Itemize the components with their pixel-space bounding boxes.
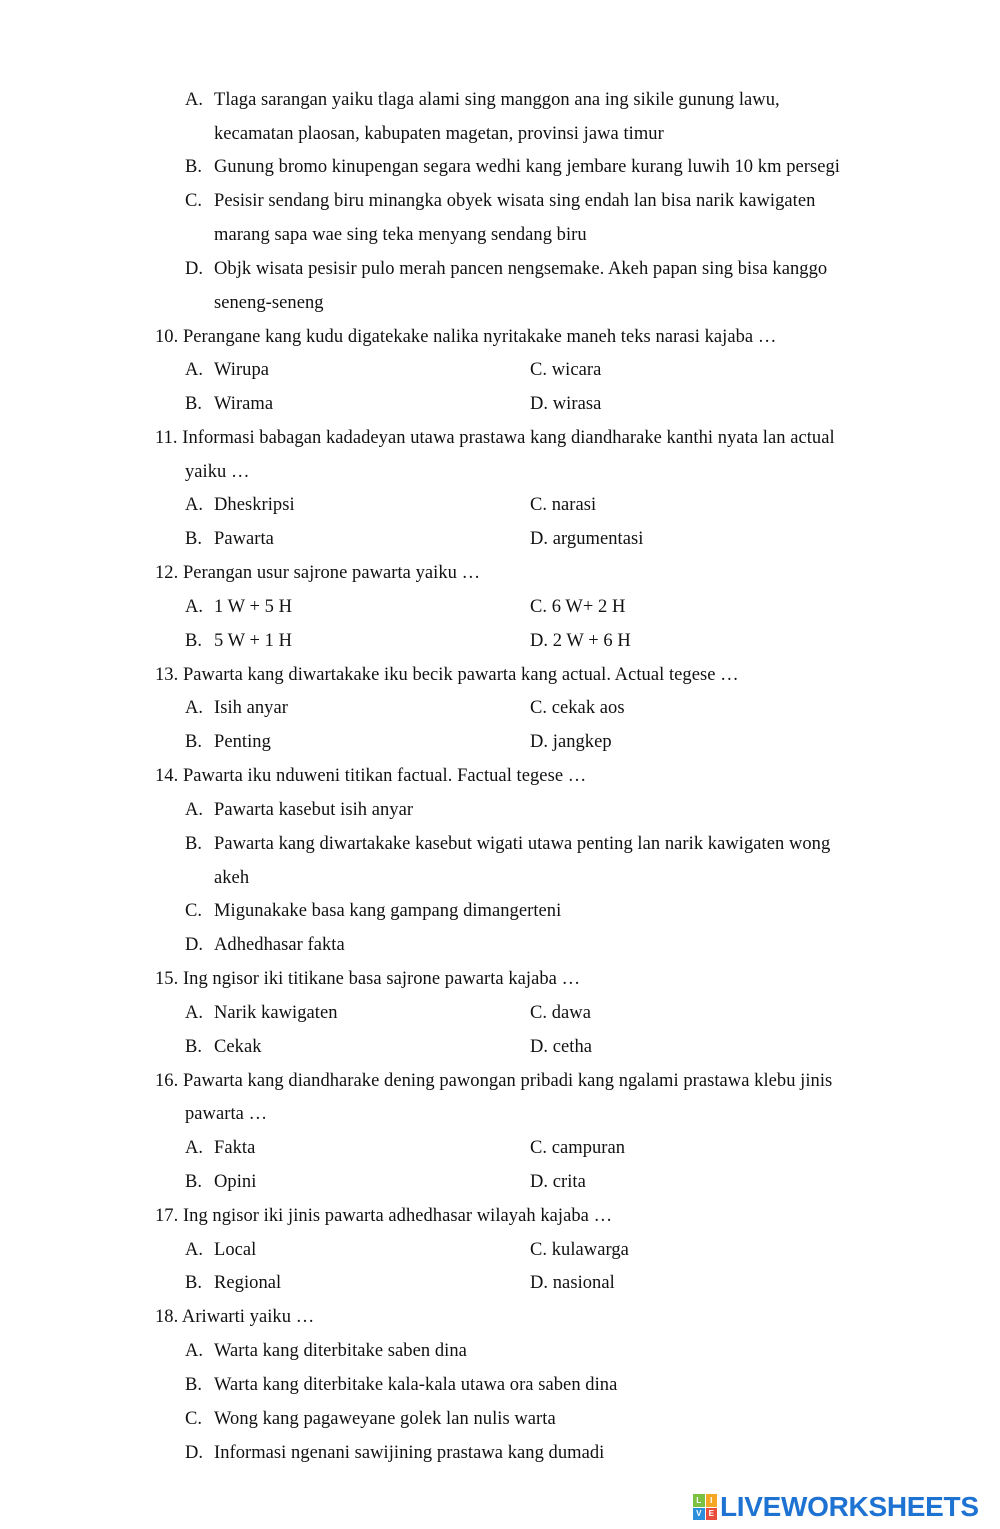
option-label: A. bbox=[185, 698, 204, 718]
q11-option-c: C. narasi bbox=[530, 495, 597, 515]
question-11-stem: 11. Informasi babagan kadadeyan utawa prastawa kang diandharake kanthi nyata lan actual bbox=[155, 428, 835, 448]
option-label: B. bbox=[185, 1273, 203, 1293]
q14-option-d: Adhedhasar fakta bbox=[214, 935, 345, 955]
question-10-stem: 10. Perangane kang kudu digatekake nalika nyritakake maneh teks narasi kajaba … bbox=[155, 327, 777, 347]
q13-option-b: Penting bbox=[214, 732, 271, 752]
q11-option-d: D. argumentasi bbox=[530, 529, 644, 549]
question-16-stem-cont: pawarta … bbox=[185, 1104, 268, 1124]
q15-option-b: Cekak bbox=[214, 1037, 262, 1057]
option-label: B. bbox=[185, 732, 203, 752]
option-label: A. bbox=[185, 597, 204, 617]
liveworksheets-logo-text: LIVEWORKSHEETS bbox=[720, 1491, 979, 1522]
option-label: C. bbox=[185, 191, 203, 211]
option-label: B. bbox=[185, 631, 203, 651]
option-text: Pesisir sendang biru minangka obyek wisata sing endah lan bisa narik kawigaten bbox=[214, 191, 816, 211]
q16-option-b: Opini bbox=[214, 1172, 257, 1192]
option-label: A. bbox=[185, 495, 204, 515]
q13-option-c: C. cekak aos bbox=[530, 698, 625, 718]
q15-option-d: D. cetha bbox=[530, 1037, 593, 1057]
option-label: A. bbox=[185, 800, 204, 820]
option-text: kecamatan plaosan, kabupaten magetan, provinsi jawa timur bbox=[214, 124, 664, 144]
question-18-stem: 18. Ariwarti yaiku … bbox=[155, 1307, 315, 1327]
option-label: A. bbox=[185, 90, 204, 110]
question-11-stem-cont: yaiku … bbox=[185, 462, 250, 482]
option-label: A. bbox=[185, 1341, 204, 1361]
q16-option-d: D. crita bbox=[530, 1172, 586, 1192]
option-label: A. bbox=[185, 360, 204, 380]
q10-option-c: C. wicara bbox=[530, 360, 602, 380]
option-text: seneng-seneng bbox=[214, 293, 324, 313]
option-label: B. bbox=[185, 1172, 203, 1192]
q18-option-a: Warta kang diterbitake saben dina bbox=[214, 1341, 467, 1361]
option-label: B. bbox=[185, 1037, 203, 1057]
q14-option-b-cont: akeh bbox=[214, 868, 250, 888]
q15-option-a: Narik kawigaten bbox=[214, 1003, 338, 1023]
q10-option-a: Wirupa bbox=[214, 360, 270, 380]
option-label: B. bbox=[185, 1375, 203, 1395]
q11-option-a: Dheskripsi bbox=[214, 495, 295, 515]
q11-option-b: Pawarta bbox=[214, 529, 274, 549]
option-label: B. bbox=[185, 157, 203, 177]
option-label: A. bbox=[185, 1003, 204, 1023]
q17-option-c: C. kulawarga bbox=[530, 1240, 629, 1260]
q17-option-b: Regional bbox=[214, 1273, 282, 1293]
q14-option-c: Migunakake basa kang gampang dimangerteni bbox=[214, 901, 562, 921]
option-label: D. bbox=[185, 1443, 204, 1463]
q12-option-d: D. 2 W + 6 H bbox=[530, 631, 631, 651]
question-12-stem: 12. Perangan usur sajrone pawarta yaiku … bbox=[155, 563, 481, 583]
q10-option-d: D. wirasa bbox=[530, 394, 602, 414]
question-14-stem: 14. Pawarta iku nduweni titikan factual. Factual tegese … bbox=[155, 766, 587, 786]
option-label: C. bbox=[185, 901, 203, 921]
q12-option-b: 5 W + 1 H bbox=[214, 631, 293, 651]
question-13-stem: 13. Pawarta kang diwartakake iku becik pawarta kang actual. Actual tegese … bbox=[155, 665, 739, 685]
q10-option-b: Wirama bbox=[214, 394, 274, 414]
q17-option-a: Local bbox=[214, 1240, 257, 1260]
option-label: B. bbox=[185, 394, 203, 414]
option-text: Tlaga sarangan yaiku tlaga alami sing manggon ana ing sikile gunung lawu, bbox=[214, 90, 780, 110]
q12-option-c: C. 6 W+ 2 H bbox=[530, 597, 626, 617]
question-16-stem: 16. Pawarta kang diandharake dening pawongan pribadi kang ngalami prastawa klebu jinis bbox=[155, 1071, 833, 1091]
q18-option-d: Informasi ngenani sawijining prastawa kang dumadi bbox=[214, 1443, 605, 1463]
question-17-stem: 17. Ing ngisor iki jinis pawarta adhedhasar wilayah kajaba … bbox=[155, 1206, 613, 1226]
option-label: C. bbox=[185, 1409, 203, 1429]
option-label: B. bbox=[185, 834, 203, 854]
q14-option-a: Pawarta kasebut isih anyar bbox=[214, 800, 414, 820]
question-15-stem: 15. Ing ngisor iki titikane basa sajrone pawarta kajaba … bbox=[155, 969, 581, 989]
q16-option-c: C. campuran bbox=[530, 1138, 626, 1158]
option-label: A. bbox=[185, 1138, 204, 1158]
q13-option-d: D. jangkep bbox=[530, 732, 612, 752]
q18-option-c: Wong kang pagaweyane golek lan nulis warta bbox=[214, 1409, 556, 1429]
q16-option-a: Fakta bbox=[214, 1138, 256, 1158]
q18-option-b: Warta kang diterbitake kala-kala utawa ora saben dina bbox=[214, 1375, 618, 1395]
q12-option-a: 1 W + 5 H bbox=[214, 597, 293, 617]
q14-option-b: Pawarta kang diwartakake kasebut wigati utawa penting lan narik kawigaten wong bbox=[214, 834, 831, 854]
option-label: A. bbox=[185, 1240, 204, 1260]
q17-option-d: D. nasional bbox=[530, 1273, 615, 1293]
option-label: D. bbox=[185, 935, 204, 955]
q13-option-a: Isih anyar bbox=[214, 698, 288, 718]
option-label: D. bbox=[185, 259, 204, 279]
option-text: Objk wisata pesisir pulo merah pancen nengsemake. Akeh papan sing bisa kanggo bbox=[214, 259, 828, 279]
option-label: B. bbox=[185, 529, 203, 549]
q15-option-c: C. dawa bbox=[530, 1003, 591, 1023]
option-text: Gunung bromo kinupengan segara wedhi kang jembare kurang luwih 10 km persegi bbox=[214, 157, 840, 177]
option-text: marang sapa wae sing teka menyang sendang biru bbox=[214, 225, 587, 245]
liveworksheets-mark-icon: L I V E bbox=[693, 1494, 717, 1520]
liveworksheets-logo[interactable] bbox=[693, 1490, 979, 1524]
